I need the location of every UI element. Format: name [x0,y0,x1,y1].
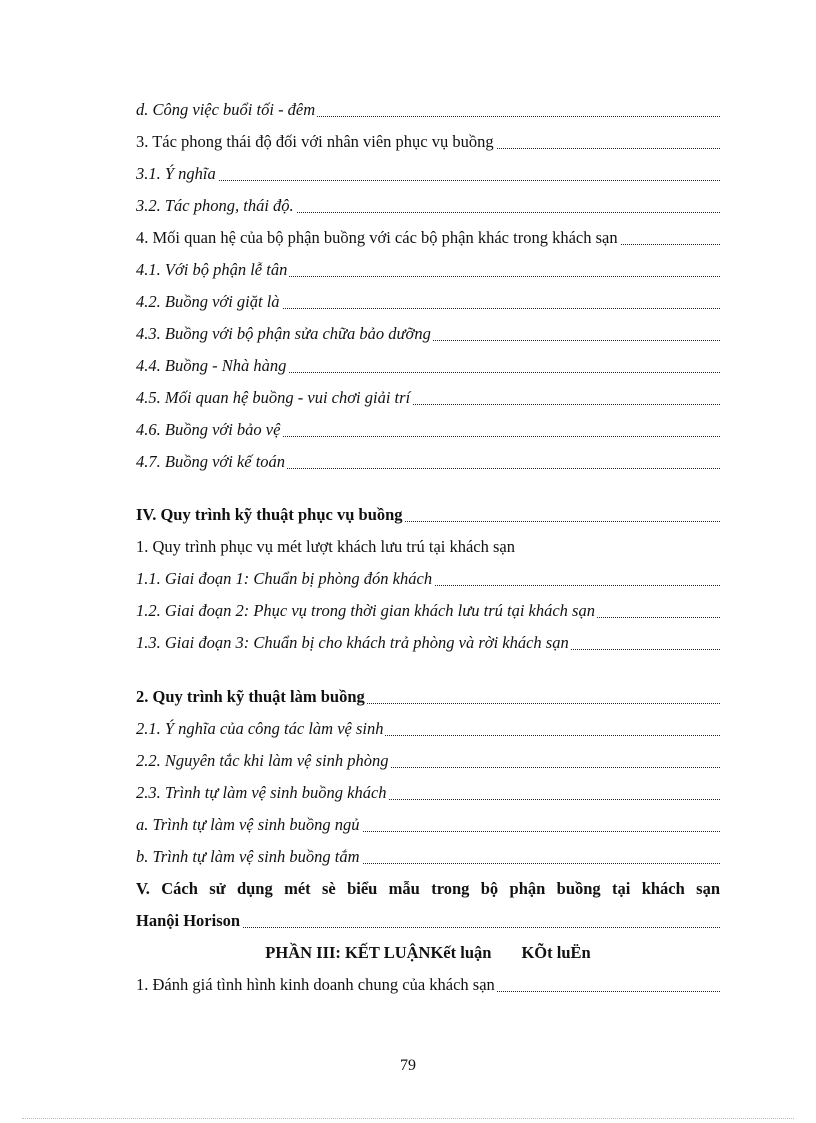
toc-entry: 4. Mối quan hệ của bộ phận buồng với các bộ phận khác trong khách sạn [136,222,720,254]
toc-entry: 1. Quy trình phục vụ mét lượt khách lưu trú tại khách sạn [136,537,515,556]
toc-entry: 1.1. Giai đoạn 1: Chuẩn bị phòng đón khách [136,563,720,595]
toc-entry: 4.3. Buồng với bộ phận sửa chữa bảo dưỡng [136,318,720,350]
toc-entry: 2.2. Nguyên tắc khi làm vệ sinh phòng [136,745,720,777]
page-bottom-border [22,1118,794,1119]
toc-entry: d. Công việc buổi tối - đêm [136,94,720,126]
table-of-contents [136,94,720,1001]
toc-entry: a. Trình tự làm vệ sinh buồng ngủ [136,809,720,841]
toc-entry: 4.5. Mối quan hệ buồng - vui chơi giải trí [136,382,720,414]
toc-entry: 3.1. Ý nghĩa [136,158,720,190]
toc-entry: 1.2. Giai đoạn 2: Phục vụ trong thời gian khách lưu trú tại khách sạn [136,595,720,627]
toc-section-heading: 2. Quy trình kỹ thuật làm buồng [136,681,720,713]
toc-entry: 1.3. Giai đoạn 3: Chuẩn bị cho khách trả phòng và rời khách sạn [136,627,720,659]
toc-entry: 2.3. Trình tự làm vệ sinh buồng khách [136,777,720,809]
part-heading-main: PHẦN III: KẾT LUẬNKết luận [265,943,492,962]
toc-entry: 4.2. Buồng với giặt là [136,286,720,318]
toc-entry: 3.2. Tác phong, thái độ. [136,190,720,222]
section-spacer [136,478,720,499]
toc-entry: 1. Đánh giá tình hình kinh doanh chung của khách sạn [136,969,720,1001]
section-spacer [136,659,720,681]
toc-entry: 4.4. Buồng - Nhà hàng [136,350,720,382]
toc-section-heading-continued: Hanội Horison [136,905,720,937]
page-number: 79 [400,1057,416,1074]
toc-entry: 4.1. Với bộ phận lễ tân [136,254,720,286]
toc-entry: 3. Tác phong thái độ đối với nhân viên phục vụ buồng [136,126,720,158]
toc-entry: b. Trình tự làm vệ sinh buồng tắm [136,841,720,873]
toc-section-heading: V. Cách sử dụng mét sè biểu mẫu trong bộ phận buồng tại khách sạn [136,879,720,898]
toc-section-heading: IV. Quy trình kỹ thuật phục vụ buồng [136,499,720,531]
part-heading-extra: KÕt luËn [521,943,591,962]
toc-entry: 4.6. Buồng với bảo vệ [136,414,720,446]
toc-entry: 2.1. Ý nghĩa của công tác làm vệ sinh [136,713,720,745]
part-heading [136,937,720,969]
toc-entry: 4.7. Buồng với kế toán [136,446,720,478]
